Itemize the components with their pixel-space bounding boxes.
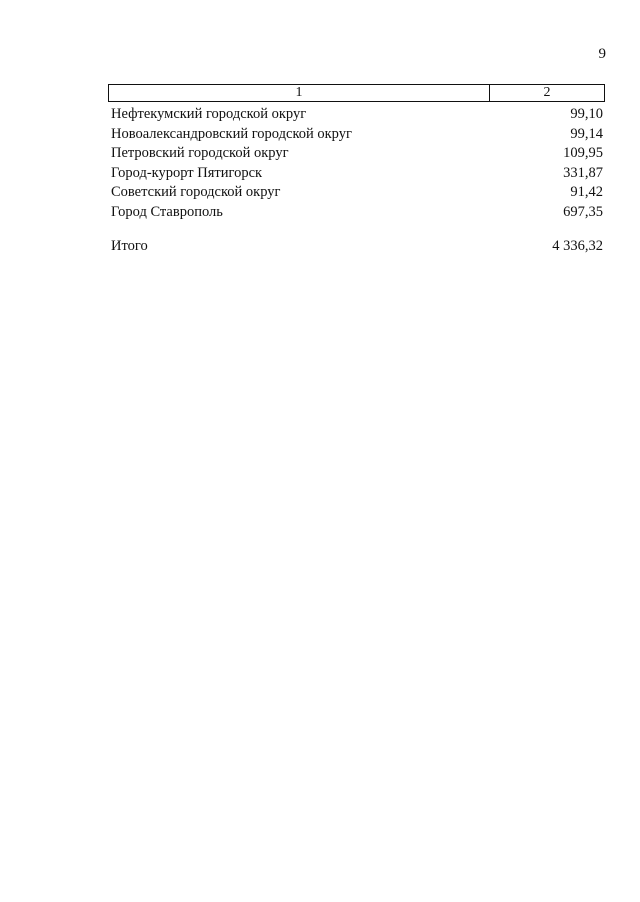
- total-label: Итого: [111, 238, 148, 254]
- table-row: [111, 125, 603, 145]
- table-row: [111, 144, 603, 164]
- row-name: Нефтекумский городской округ: [111, 106, 307, 122]
- row-value: 109,95: [563, 145, 603, 161]
- row-name: Город-курорт Пятигорск: [111, 164, 263, 181]
- table-row: [111, 203, 603, 223]
- row-value: 99,14: [570, 125, 603, 142]
- row-name: Новоалександровский городской округ: [111, 125, 352, 142]
- table-row: [111, 105, 603, 125]
- table-body: [111, 105, 603, 222]
- row-value: 99,10: [570, 106, 603, 122]
- row-value: 91,42: [570, 184, 603, 200]
- row-value: 331,87: [563, 164, 603, 181]
- row-name: Петровский городской округ: [111, 145, 289, 161]
- column-header-1: 1: [109, 85, 490, 101]
- table-row: [111, 164, 603, 184]
- row-value: 697,35: [563, 203, 603, 220]
- total-value: 4 336,32: [552, 238, 603, 254]
- page-number: 9: [598, 46, 606, 62]
- table-row: [111, 183, 603, 203]
- total-row: [111, 237, 603, 256]
- row-name: Город Ставрополь: [111, 203, 223, 220]
- row-name: Советский городской округ: [111, 184, 281, 200]
- column-header-2: 2: [543, 85, 551, 100]
- table-header: [108, 84, 605, 102]
